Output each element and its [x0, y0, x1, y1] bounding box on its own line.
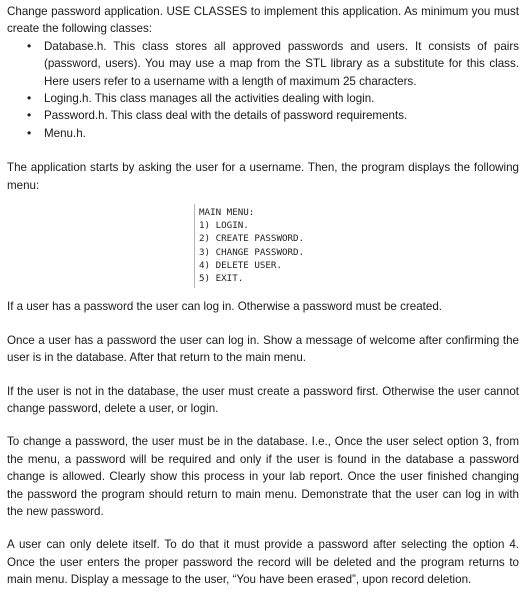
paragraph-welcome: Once a user has a password the user can log in. Show a message of welcome after confirming the user is in the database. After that return to the main menu.: [7, 333, 519, 365]
start-paragraph: The application starts by asking the user for a username. Then, the program displays the following menu:: [7, 161, 519, 192]
paragraph-change-password: To change a password, the user must be in the database. I.e., Once the user select option 3, from the menu, a password will be required and only if the user is found in the database a password change is allowed. Clearly show this process in your lab report. Once the user finished changing the password the program should return to main menu. Demonstrate that the user can log in with the new password.: [7, 435, 519, 518]
bullet-icon: •: [27, 125, 32, 140]
list-item-text: Loging.h. This class manages all the activities dealing with login.: [44, 92, 375, 106]
class-list: [7, 38, 519, 142]
intro-paragraph: Change password application. USE CLASSES to implement this application. As minimum you must create the following classes:: [7, 5, 519, 36]
menu-option-create-password: 2) CREATE PASSWORD.: [199, 233, 305, 245]
list-item-password: [7, 107, 519, 124]
menu-option-login: 1) LOGIN.: [199, 220, 249, 232]
list-item-menu: [7, 125, 519, 142]
main-menu-code-block: [194, 204, 343, 288]
paragraph-not-in-database: If the user is not in the database, the user must create a password first. Otherwise the user cannot change password, delete a user, or login.: [7, 384, 519, 415]
menu-option-delete-user: 4) DELETE USER.: [199, 259, 282, 271]
paragraph-login-rule: If a user has a password the user can log in. Otherwise a password must be created.: [7, 300, 442, 314]
bullet-icon: •: [27, 108, 32, 123]
bullet-icon: •: [27, 91, 32, 106]
paragraph-delete-user: A user can only delete itself. To do that it must provide a password after selecting the option 4. Once the user enters the proper password the record will be deleted and the program returns to main menu. Display a message to the user, “You have been erased”, upon record deletion.: [7, 538, 519, 587]
bullet-icon: •: [27, 38, 32, 53]
menu-option-exit: 5) EXIT.: [199, 273, 244, 285]
list-item-database: [7, 38, 519, 90]
menu-option-change-password: 3) CHANGE PASSWORD.: [199, 246, 305, 258]
list-item-text: Database.h. This class stores all approved passwords and users. It consists of pairs (password, users). You may use a map from the STL library as a substitute for this class. Here users refer to a username with a length of maximum 25 characters.: [44, 39, 519, 88]
list-item-loging: [7, 90, 519, 107]
list-item-text: Menu.h.: [44, 126, 86, 140]
document-page: [7, 3, 519, 589]
menu-title: MAIN MENU:: [199, 207, 255, 219]
list-item-text: Password.h. This class deal with the details of password requirements.: [44, 109, 408, 123]
